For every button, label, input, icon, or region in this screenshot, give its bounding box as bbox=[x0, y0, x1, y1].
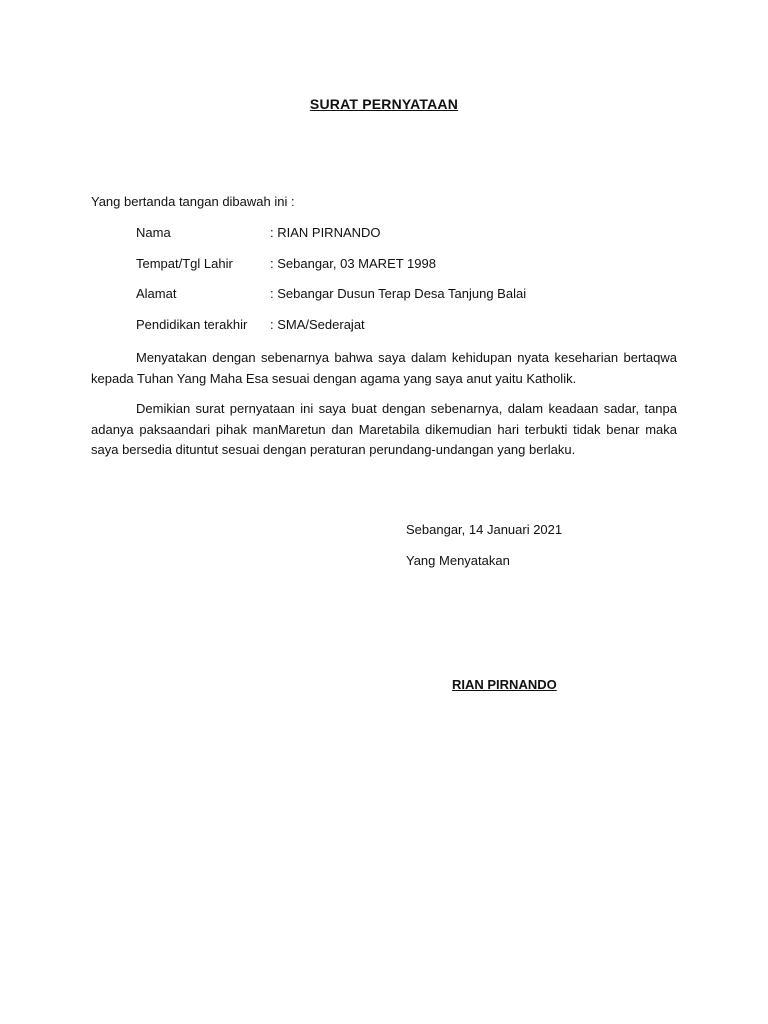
field-label-tempat-tgl-lahir: Tempat/Tgl Lahir bbox=[136, 256, 233, 271]
signature-name: RIAN PIRNANDO bbox=[452, 677, 557, 692]
field-label-nama: Nama bbox=[136, 225, 171, 240]
field-row-alamat bbox=[136, 286, 526, 301]
document-title: SURAT PERNYATAAN bbox=[309, 96, 459, 112]
field-value-alamat: : Sebangar Dusun Terap Desa Tanjung Balai bbox=[270, 286, 527, 301]
field-value-nama: : RIAN PIRNANDO bbox=[270, 225, 381, 240]
field-row-nama bbox=[136, 225, 381, 240]
paragraph-closing: Demikian surat pernyataan ini saya buat dengan sebenarnya, dalam keadaan sadar, tanpa adanya paksaandari pihak manMaretun dan Maretabila dikemudian hari terbukti tidak benar maka saya bersedia dituntut sesuai dengan peraturan perundang-undangan yang berlaku. bbox=[91, 401, 677, 457]
field-label-pendidikan: Pendidikan terakhir bbox=[136, 317, 248, 332]
field-row-tempat-tgl-lahir bbox=[136, 256, 436, 271]
field-label-alamat: Alamat bbox=[136, 286, 177, 301]
field-row-pendidikan bbox=[136, 317, 365, 332]
field-value-pendidikan: : SMA/Sederajat bbox=[270, 317, 365, 332]
field-value-tempat-tgl-lahir: : Sebangar, 03 MARET 1998 bbox=[270, 256, 436, 271]
paragraph-statement: Menyatakan dengan sebenarnya bahwa saya dalam kehidupan nyata keseharian bertaqwa kepada Tuhan Yang Maha Esa sesuai dengan agama yang saya anut yaitu Katholik. bbox=[91, 350, 677, 386]
place-date: Sebangar, 14 Januari 2021 bbox=[406, 522, 563, 537]
declarer-label: Yang Menyatakan bbox=[406, 553, 510, 568]
intro-text: Yang bertanda tangan dibawah ini : bbox=[91, 194, 295, 209]
